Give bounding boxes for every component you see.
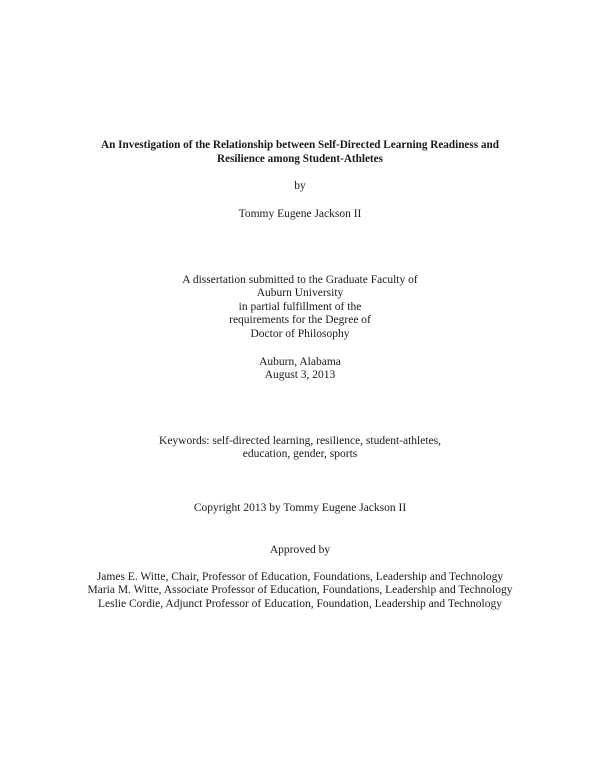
committee-member: Maria M. Witte, Associate Professor of Education, Foundations, Leadership and Technology — [87, 584, 513, 597]
by-label: by — [294, 180, 306, 192]
submission-line-5: Doctor of Philosophy — [250, 327, 350, 340]
submission-line-1: A dissertation submitted to the Graduate Faculty of — [182, 274, 418, 286]
committee-member: Leslie Cordie, Adjunct Professor of Education, Foundation, Leadership and Technology — [98, 597, 502, 610]
copyright-notice: Copyright 2013 by Tommy Eugene Jackson II — [193, 502, 407, 514]
submission-line-2: Auburn University — [256, 287, 344, 300]
place: Auburn, Alabama — [259, 356, 341, 368]
submission-line-3: in partial fulfillment of the — [238, 300, 362, 313]
title-line-1: An Investigation of the Relationship between Self-Directed Learning Readiness and — [101, 139, 499, 151]
author-name: Tommy Eugene Jackson II — [238, 208, 362, 220]
submission-line-4: requirements for the Degree of — [229, 314, 371, 327]
keywords-line-2: education, gender, sports — [242, 448, 358, 461]
date: August 3, 2013 — [264, 369, 336, 382]
place-and-date — [0, 356, 600, 383]
submission-statement — [0, 274, 600, 341]
keywords-line-1: Keywords: self-directed learning, resilience, student-athletes, — [159, 435, 441, 447]
title-line-2: Resilience among Student-Athletes — [217, 153, 383, 165]
approved-by-label: Approved by — [269, 544, 331, 556]
committee-member: James E. Witte, Chair, Professor of Education, Foundations, Leadership and Technology — [96, 571, 504, 583]
keywords — [0, 435, 600, 462]
dissertation-title — [0, 138, 600, 166]
committee-list — [0, 571, 600, 611]
